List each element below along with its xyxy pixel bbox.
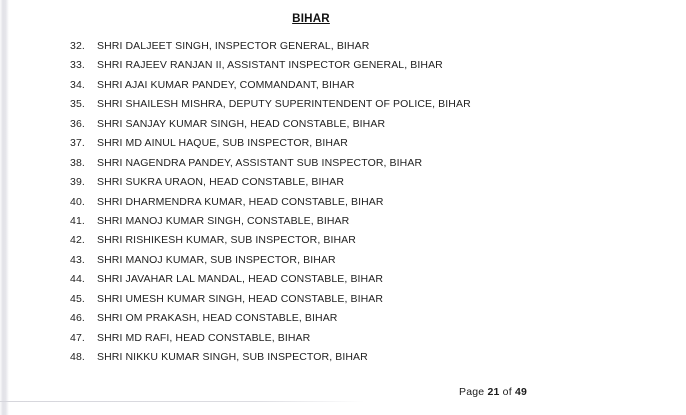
list-item-number: 45. xyxy=(70,292,85,305)
list-item-number: 39. xyxy=(70,176,85,189)
footer-of-label: of xyxy=(502,386,512,398)
list-item-text: SHRI MANOJ KUMAR SINGH, CONSTABLE, BIHAR xyxy=(97,214,350,227)
list-item-text: SHRI UMESH KUMAR SINGH, HEAD CONSTABLE, BIHAR xyxy=(97,292,384,305)
section-heading: BIHAR xyxy=(292,12,330,25)
footer-total-pages: 49 xyxy=(514,386,528,398)
list-item xyxy=(8,212,668,231)
list-item-text: SHRI SUKRA URAON, HEAD CONSTABLE, BIHAR xyxy=(97,176,345,189)
list-item xyxy=(8,37,668,56)
list-item-text: SHRI AJAI KUMAR PANDEY, COMMANDANT, BIHAR xyxy=(97,78,355,91)
list-item-text: SHRI SANJAY KUMAR SINGH, HEAD CONSTABLE, BIHAR xyxy=(97,117,386,130)
list-item-number: 32. xyxy=(70,40,85,52)
list-item-text: SHRI MD AINUL HAQUE, SUB INSPECTOR, BIHAR xyxy=(97,137,348,150)
list-item xyxy=(8,115,668,134)
list-item-number: 46. xyxy=(70,312,85,325)
list-item-number: 36. xyxy=(70,117,85,130)
list-item xyxy=(8,309,668,328)
page-bottom-edge xyxy=(0,401,365,402)
list-item-text: SHRI SHAILESH MISHRA, DEPUTY SUPERINTENDENT OF POLICE, BIHAR xyxy=(97,98,471,111)
list-item-number: 48. xyxy=(70,351,85,363)
list-item xyxy=(8,134,668,153)
list-item-number: 42. xyxy=(70,234,85,247)
list-item xyxy=(8,231,668,250)
list-item-text: SHRI MANOJ KUMAR, SUB INSPECTOR, BIHAR xyxy=(97,253,336,266)
list-item xyxy=(8,95,668,114)
list-item xyxy=(8,348,668,367)
list-item xyxy=(8,251,668,270)
list-item-number: 38. xyxy=(70,156,85,169)
list-item-number: 33. xyxy=(70,59,85,72)
list-item xyxy=(8,56,668,75)
list-item xyxy=(8,193,668,212)
list-item-number: 35. xyxy=(70,98,85,111)
list-item-text: SHRI MD RAFI, HEAD CONSTABLE, BIHAR xyxy=(97,331,311,344)
list-item-number: 37. xyxy=(70,137,85,150)
list-item-text: SHRI DALJEET SINGH, INSPECTOR GENERAL, BIHAR xyxy=(97,40,370,52)
list-item-text: SHRI NIKKU KUMAR SINGH, SUB INSPECTOR, BIHAR xyxy=(97,351,368,363)
list-item-text: SHRI RISHIKESH KUMAR, SUB INSPECTOR, BIHAR xyxy=(97,234,356,247)
list-item-text: SHRI DHARMENDRA KUMAR, HEAD CONSTABLE, BIHAR xyxy=(97,195,384,208)
list-item-number: 44. xyxy=(70,273,85,286)
list-item-text: SHRI OM PRAKASH, HEAD CONSTABLE, BIHAR xyxy=(97,312,338,325)
footer-page-number: 21 xyxy=(487,386,500,398)
list-item xyxy=(8,173,668,192)
list-item-text: SHRI RAJEEV RANJAN II, ASSISTANT INSPECTOR GENERAL, BIHAR xyxy=(97,59,443,72)
list-item xyxy=(8,154,668,173)
list-item xyxy=(8,76,668,95)
list-item-text: SHRI NAGENDRA PANDEY, ASSISTANT SUB INSPECTOR, BIHAR xyxy=(97,156,423,169)
footer-page-label: Page xyxy=(459,386,485,398)
list-item-number: 43. xyxy=(70,253,85,266)
list-item-text: SHRI JAVAHAR LAL MANDAL, HEAD CONSTABLE, BIHAR xyxy=(97,273,384,286)
officer-list xyxy=(8,37,668,367)
page-footer xyxy=(459,386,527,398)
list-item xyxy=(8,329,668,348)
list-item xyxy=(8,290,668,309)
list-item-number: 40. xyxy=(70,195,85,208)
list-item-number: 34. xyxy=(70,78,85,91)
list-item-number: 41. xyxy=(70,214,85,227)
list-item xyxy=(8,270,668,289)
list-item-number: 47. xyxy=(70,331,85,344)
